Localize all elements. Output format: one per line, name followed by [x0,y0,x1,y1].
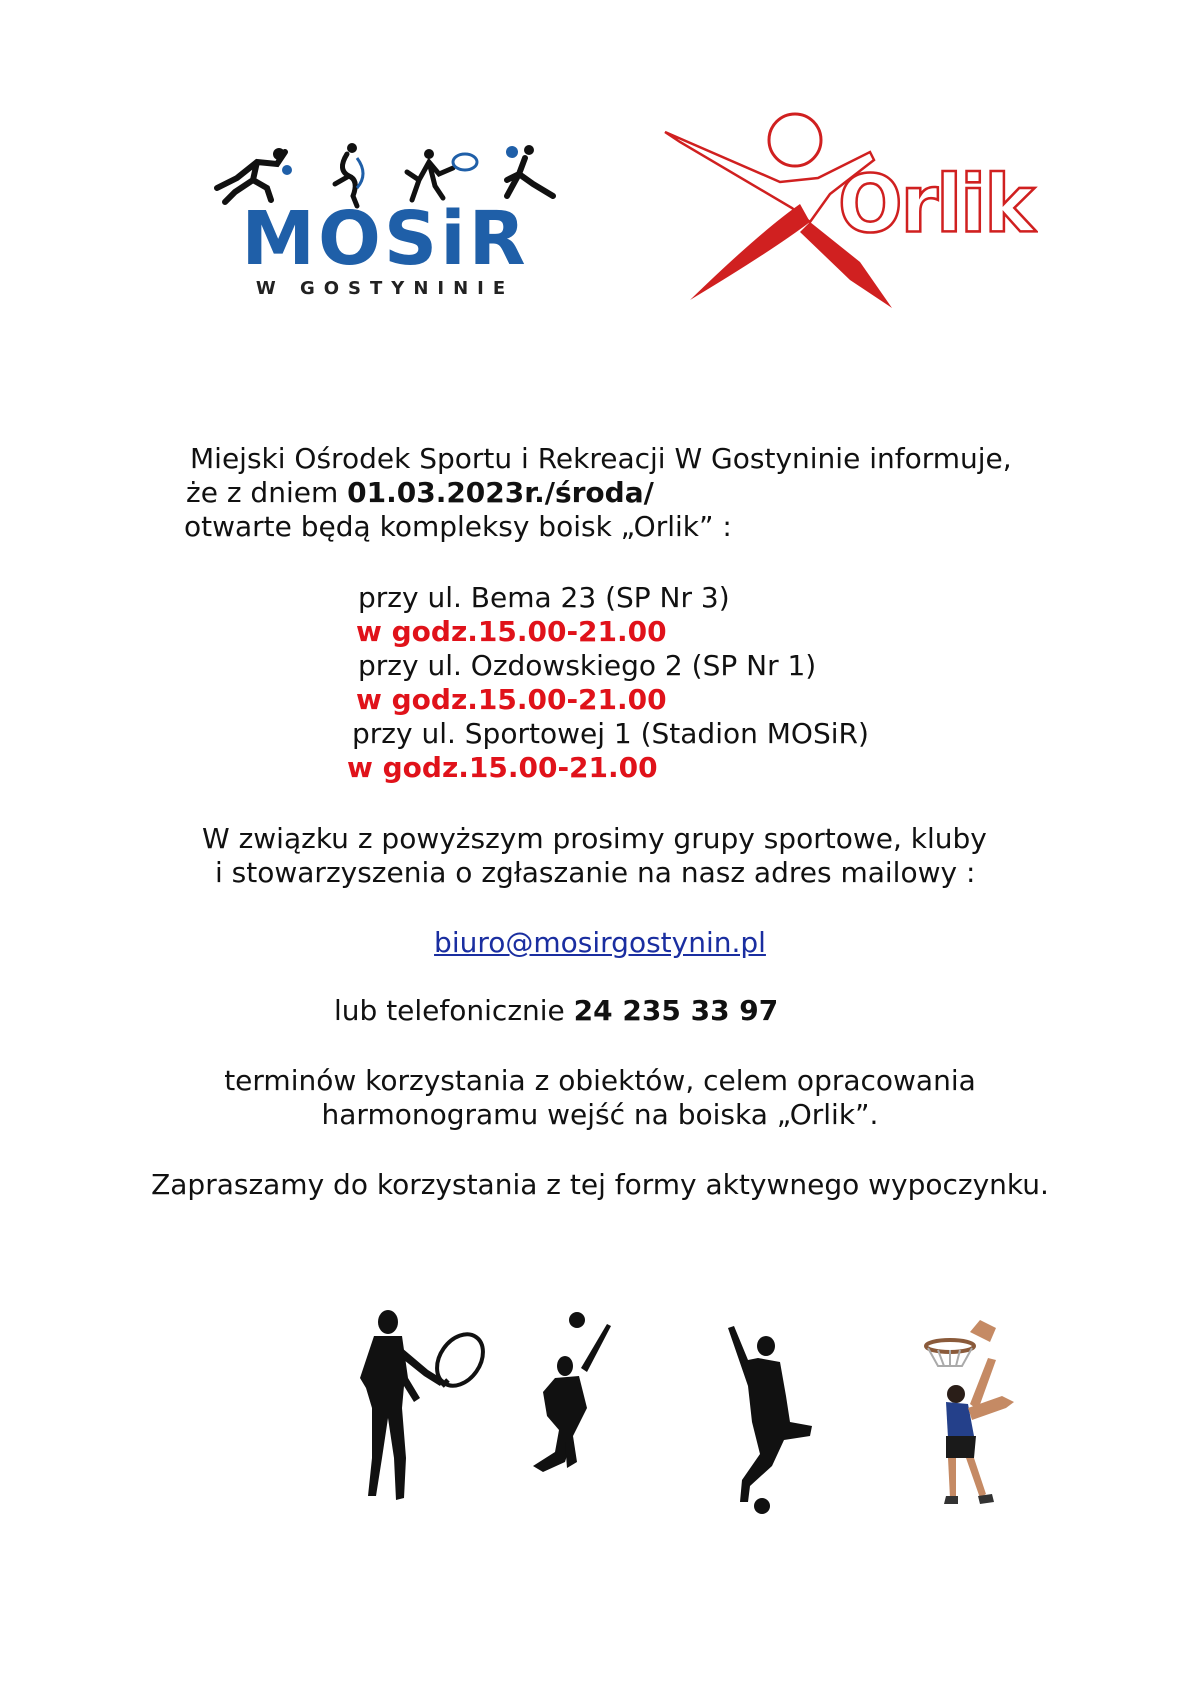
kicker-icon [506,145,553,196]
location-2-hours: w godz.15.00-21.00 [356,683,667,716]
mosir-logo [185,140,585,310]
mosir-wordmark: MOSiR [241,196,529,282]
opening-date: 01.03.2023r./środa/ [347,476,654,509]
location-1-address: przy ul. Bema 23 (SP Nr 3) [358,581,730,614]
request-line-2: i stowarzyszenia o zgłaszanie na nasz adres mailowy : [215,856,976,889]
intro-line-1: Miejski Ośrodek Sportu i Rekreacji W Gostyninie informuje, [190,442,1012,475]
intro-line-2 [186,476,654,510]
tennis-icon [407,149,477,200]
tennis-player-icon [348,1308,488,1508]
purpose-line-2: harmonogramu wejść na boiska „Orlik”. [321,1098,879,1131]
orlik-logo [660,112,1080,312]
mosir-subtitle: W GOSTYNINIE [255,278,515,299]
email-row [0,926,1200,960]
orlik-wordmark: Orlik [838,156,1033,251]
basketball-player-icon [910,1318,1040,1518]
runner-icon [217,148,292,202]
location-3-hours: w godz.15.00-21.00 [347,751,658,784]
location-1-hours: w godz.15.00-21.00 [356,615,667,648]
phone-number: 24 235 33 97 [573,994,779,1027]
purpose-line-1: terminów korzystania z obiektów, celem opracowania [224,1064,976,1097]
location-2-address: przy ul. Ozdowskiego 2 (SP Nr 1) [358,649,817,682]
phone-row [334,994,778,1028]
football-player-icon [720,1326,820,1516]
intro-line-3: otwarte będą kompleksy boisk „Orlik” : [184,510,732,543]
phone-prefix: lub telefonicznie [334,994,574,1027]
email-link[interactable]: biuro@mosirgostynin.pl [434,926,766,959]
location-3-address: przy ul. Sportowej 1 (Stadion MOSiR) [352,717,869,750]
closing-line: Zapraszamy do korzystania z tej formy aktywnego wypoczynku. [151,1168,1049,1201]
volleyball-player-icon [525,1312,625,1512]
request-line-1: W związku z powyższym prosimy grupy sportowe, kluby [202,822,987,855]
intro-line-2-prefix: że z dniem [186,476,348,509]
